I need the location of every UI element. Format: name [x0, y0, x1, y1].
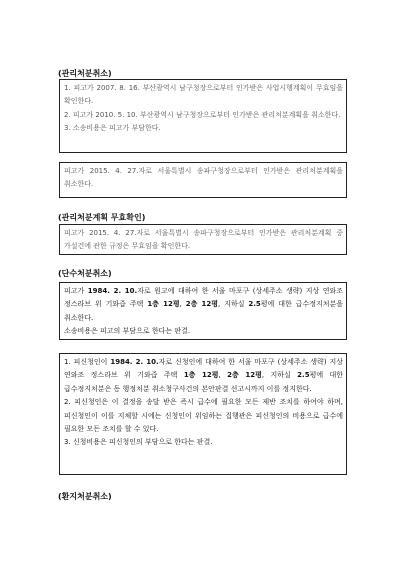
claim-paragraph: 2. 피신청인은 이 결정을 송달 받은 즉시 급수에 필요한 모든 제반 조치를 하여야 하며, 피신청인이 이를 지체할 시에는 신청인이 위임하는 집행관은 피신청인의 비용으로 급수에 필요한 모든 조치를 할 수 있다. [64, 398, 343, 434]
claim-paragraph: 1. 피신청인이 1984. 2. 10.자로 신청인에 대하여 한 서울 마포구 (상세주소 생략) 지상 연와조 정스라브 위 기와즙 주택 1층 12평, 2층 12평, 지하실 2.5평에 대한 급수정지처분은 동 행정처분 취소청구사건의 본안판결 선고시까지 이를 정지한다. [64, 358, 344, 393]
claim-paragraph: 피고가 1984. 2. 10.자로 원고에 대하여 한 서울 마포구 (상세주소 생략) 지상 연와조 정스라브 위 기와즙 주택 1층 12평, 2층 12평, 지하실 2.5평에 대한 급수정지처분을 취소한다. [64, 287, 344, 322]
claim-box-3 [59, 224, 347, 255]
claim-paragraph: 소송비용은 피고의 부담으로 한다는 판결. [64, 327, 191, 336]
claim-paragraph: 3. 소송비용은 피고가 부담한다. [64, 124, 161, 133]
claim-paragraph: 피고가 2015. 4. 27.자로 서울특별시 송파구청장으로부터 인가받은 관리처분계획을 취소한다. [64, 167, 343, 189]
heading-management-disposal-cancel: (관리처분취소) [58, 69, 112, 78]
claim-paragraph: 3. 신청비용은 피신청인의 부담으로 한다는 판결. [64, 438, 213, 447]
claim-paragraph: 피고가 2015. 4. 27.자로 서울특별시 송파구청장으로부터 인가받은 관리처분계획 중 가설건에 관한 규정은 무효임을 확인한다. [64, 229, 343, 251]
claim-paragraph: 1. 피고가 2007. 8. 16. 부산광역시 남구청장으로부터 인가받은 사업시행계획이 무효임을 확인한다. [64, 84, 343, 106]
claim-paragraph: 2. 피고가 2010. 5. 10. 부산광역시 남구청장으로부터 인가받은 관리처분계획을 취소한다. [64, 110, 341, 119]
heading-management-plan-invalid: (관리처분계획 무효확인) [58, 213, 146, 222]
heading-land-readjustment-cancel: (환지처분취소) [58, 492, 112, 501]
claim-box-5 [59, 353, 347, 475]
claim-box-2 [59, 162, 347, 198]
heading-water-suspension-cancel: (단수처분취소) [58, 269, 112, 278]
claim-box-1 [59, 79, 347, 153]
claim-box-4 [59, 282, 347, 340]
